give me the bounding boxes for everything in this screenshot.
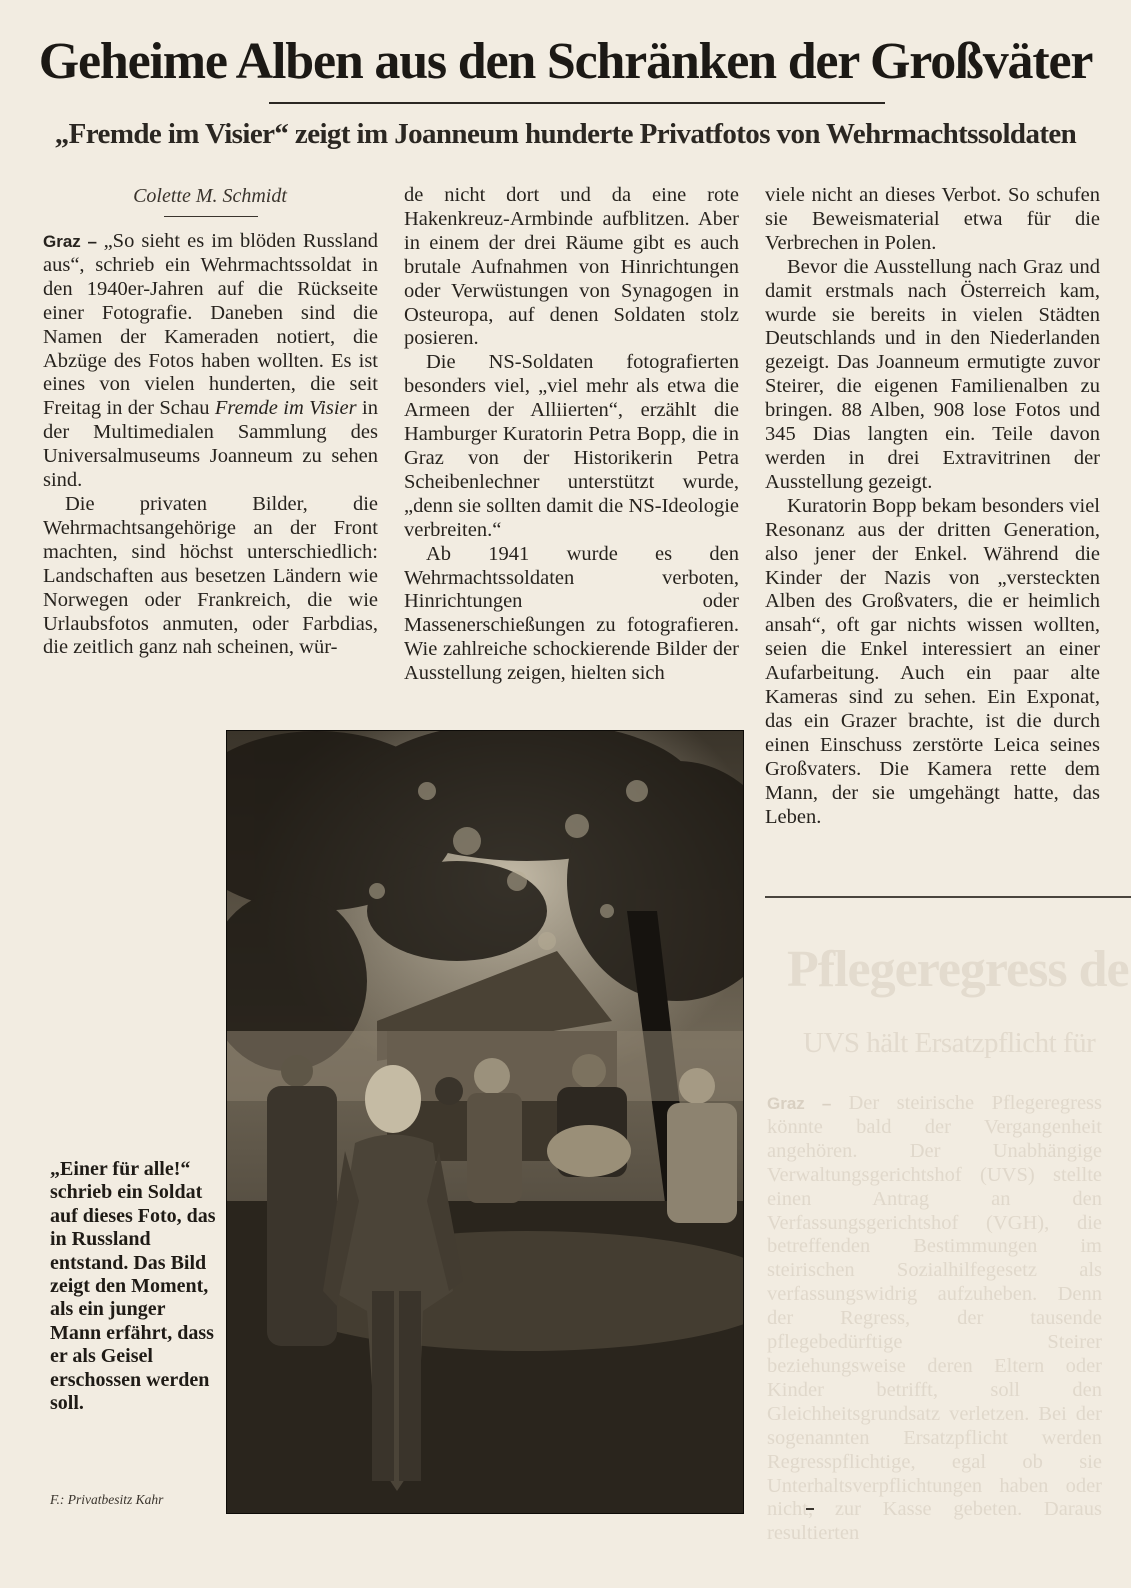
headline: Geheime Alben aus den Schränken der Großväter bbox=[38, 33, 1093, 90]
subheadline: „Fremde im Visier“ zeigt im Joanneum hunderte Privatfotos von Wehrmachtssoldaten bbox=[54, 118, 1077, 150]
sidebar-end-mark bbox=[806, 1508, 814, 1510]
photo-caption: „Einer für alle!“ schrieb ein Soldat auf dieses Foto, das in Russland entstand. Das Bild zeigt den Moment, als ein junger Mann erfährt, dass er als Geisel erschossen werden soll. bbox=[50, 1158, 216, 1415]
headline-divider bbox=[269, 102, 885, 104]
sidebar-body-text: Der steirische Pflegeregress könnte bald der Vergangenheit angehören. Der Unabhängige Verwaltungsgerichtshof (UVS) stellte einen Antrag an den Verfassungsgerichtshof (VGH), die betreffenden Bestimmungen im steirischen Sozialhilfegesetz als verfassungswidrig aufzuheben. Denn der Regress, der tausende pflegebedürftige Steirer beziehungsweise deren Eltern oder Kinder betrifft, soll den Gleichheitsgrundsatz verletzen. Bei der sogenannten Ersatzpflicht werden Regresspflichtige, egal ob sie Unterhaltsverpflichtungen haben oder nicht, zur Kasse gebeten. Daraus resultierten bbox=[767, 1092, 1102, 1545]
dateline: Graz – bbox=[43, 232, 104, 251]
sidebar-headline: Pflegeregress de bbox=[787, 941, 1129, 998]
byline-divider bbox=[164, 216, 258, 217]
article-column-2 bbox=[404, 184, 739, 686]
sidebar-subheadline: UVS hält Ersatzpflicht für bbox=[803, 1027, 1096, 1059]
paragraph-1-text-a: „So sieht es im blöden Russland aus“, schrieb ein Wehrmachtssoldat in den 1940er-Jahren auf die Rückseite einer Fotografie. Daneben sind die Namen der Kameraden notiert, die Abzüge des Fotos haben wollten. Es ist eines von vielen hunderten, die seit Freitag in der Schau bbox=[43, 230, 378, 420]
article-paragraph-2-end: de nicht dort und da eine rote Hakenkreuz-Armbinde aufblitzen. Aber in einem der drei Räume gibt es auch brutale Aufnahmen von Hinrichtungen oder Verwüstungen von Synagogen in Osteuropa, auf denen Soldaten stolz posieren. bbox=[404, 184, 739, 350]
sidebar-dateline: Graz – bbox=[767, 1094, 849, 1113]
sidebar-divider bbox=[765, 896, 1131, 898]
article-paragraph-3: Die NS-Soldaten fotografierten besonders viel, „viel mehr als etwa die Armeen der Alliierten“, erzählt die Hamburger Kuratorin Petra Bopp, die in Graz von der Historikerin Petra Scheibenlechner unterstützt wurde, „denn sie sollten damit die NS-Ideologie verbreiten.“ bbox=[404, 351, 739, 541]
photo-credit: F.: Privatbesitz Kahr bbox=[50, 1492, 164, 1507]
byline: Colette M. Schmidt bbox=[133, 185, 287, 207]
article-paragraph-2-start: Die privaten Bilder, die Wehrmachtsangehörige an der Front machten, sind höchst unterschiedlich: Landschaften aus besetzen Ländern wie Norwegen oder Frankreich, die wie Urlaubsfotos anmuten, oder Farbdias, die zeitlich ganz nah scheinen, wür- bbox=[43, 492, 378, 659]
article-paragraph-6: Kuratorin Bopp bekam besonders viel Resonanz aus der dritten Generation, also jener der Enkel. Während die Kinder der Nazis von „versteckten Alben des Großvaters, die er heimlich ansah“, oft gar nichts wissen wollten, seien die Enkel interessiert an einer Aufarbeitung. Auch ein paar alte Kameras sind zu sehen. Ein Exponat, das ein Grazer brachte, ist die durch einen Einschuss zerstörte Leica seines Großvaters. Die Kamera rette dem Mann, der sie umgehängt hatte, das Leben. bbox=[765, 494, 1100, 828]
article-paragraph-4-start: Ab 1941 wurde es den Wehrmachtssoldaten verboten, Hinrichtungen oder Massenerschießungen zu fotografieren. Wie zahlreiche schockierende Bilder der Ausstellung zeigen, hielten sich bbox=[404, 542, 739, 685]
sidebar-body bbox=[767, 1092, 1102, 1546]
article-paragraph-4-end: viele nicht an dieses Verbot. So schufen sie Beweismaterial etwa für die Verbrechen in Polen. bbox=[765, 184, 1100, 254]
exhibition-title: Fremde im Visier bbox=[214, 397, 357, 420]
article-column-3 bbox=[765, 184, 1100, 829]
article-paragraph-1 bbox=[43, 230, 378, 493]
historical-photo bbox=[227, 731, 743, 1513]
paragraph-1-text-b: in der Multimedialen Sammlung des Universalmuseums Joanneum zu sehen sind. bbox=[43, 397, 378, 492]
photo-illustration bbox=[227, 731, 743, 1513]
article-column-1 bbox=[43, 230, 378, 660]
article-paragraph-5: Bevor die Ausstellung nach Graz und damit erstmals nach Österreich kam, wurde sie bereits in vielen Städten Deutschlands und in den Niederlanden gezeigt. Das Joanneum ermutigte zuvor Steirer, die eigenen Familienalben zu bringen. 88 Alben, 908 lose Fotos und 345 Dias langten ein. Teile davon werden in drei Extravitrinen der Ausstellung gezeigt. bbox=[765, 255, 1100, 493]
